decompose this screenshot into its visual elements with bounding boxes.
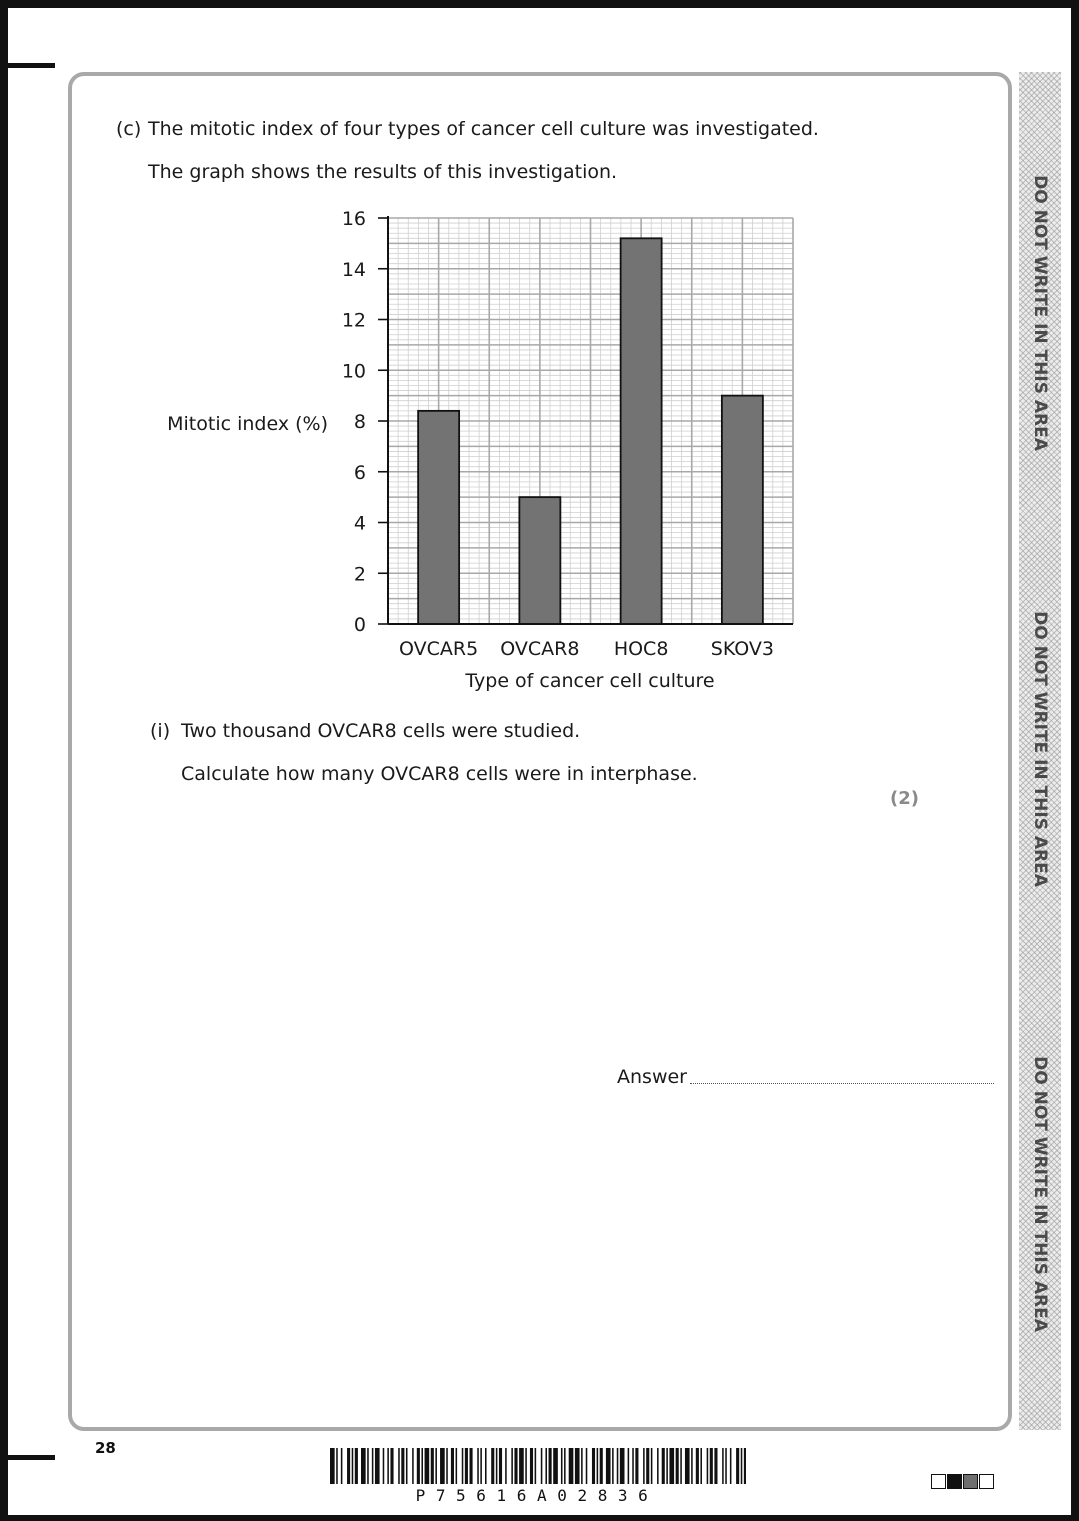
x-tick-label: HOC8 [613, 638, 669, 660]
printer-mark-1 [931, 1474, 946, 1489]
barcode-bar [635, 1448, 638, 1484]
barcode-bar [612, 1448, 614, 1484]
barcode-bar [499, 1448, 502, 1484]
barcode-bar [725, 1448, 727, 1484]
y-tick-label: 8 [353, 411, 366, 433]
barcode-bar [485, 1448, 487, 1484]
barcode-bar [714, 1448, 717, 1484]
barcode-bar [465, 1448, 468, 1484]
barcode-bar [367, 1448, 369, 1484]
barcode-bar [710, 1448, 713, 1484]
printer-mark-4 [979, 1474, 994, 1489]
barcode-bar [676, 1448, 679, 1484]
subquestion-text: Two thousand OVCAR8 cells were studied. [181, 720, 581, 742]
chart-y-ticks [342, 208, 388, 636]
y-tick-label: 2 [353, 563, 366, 586]
barcode-bar [669, 1448, 674, 1484]
barcode-bar [685, 1448, 690, 1484]
barcode-bar [651, 1448, 653, 1484]
barcode-bar [535, 1448, 537, 1484]
barcode-bar [722, 1448, 724, 1484]
barcode-bar [597, 1448, 599, 1484]
printer-mark-3 [963, 1474, 978, 1489]
barcode-bar [586, 1448, 588, 1484]
barcode-bar [662, 1448, 665, 1484]
barcode-bar [545, 1448, 547, 1484]
barcode-bar [575, 1448, 580, 1484]
y-tick-label: 6 [353, 461, 366, 484]
barcode-bar [643, 1448, 645, 1484]
barcode-bar [406, 1448, 408, 1484]
barcode-bar [383, 1448, 385, 1484]
mitotic-index-bar-chart [0, 0, 1079, 700]
barcode-bar [519, 1448, 524, 1484]
margin-warning-2: DO NOT WRITE IN THIS AREA [1030, 611, 1050, 887]
registration-mark-bottom [8, 1455, 55, 1460]
chart-x-ticks [399, 638, 774, 660]
barcode-bar [549, 1448, 552, 1484]
barcode-bar [401, 1448, 404, 1484]
y-tick-label: 16 [341, 208, 366, 230]
bar-ovcar5 [418, 411, 459, 624]
barcode-bar [646, 1448, 649, 1484]
y-tick-label: 4 [353, 512, 366, 535]
barcode-bar [412, 1448, 414, 1484]
barcode-bar [525, 1448, 527, 1484]
chart-x-axis-label: Type of cancer cell culture [465, 670, 715, 692]
barcode-bar [456, 1448, 458, 1484]
barcode-bar [341, 1448, 343, 1484]
barcode-bar [375, 1448, 380, 1484]
x-tick-label: SKOV3 [710, 638, 774, 660]
barcode-bar [431, 1448, 434, 1484]
barcode-bar [496, 1448, 498, 1484]
question-graph-intro: The graph shows the results of this investigation. [148, 161, 618, 183]
barcode-bar [511, 1448, 513, 1484]
barcode-bar [425, 1448, 430, 1484]
bar-skov3 [722, 396, 763, 624]
barcode-bar [730, 1448, 732, 1484]
margin-warning-3: DO NOT WRITE IN THIS AREA [1030, 1056, 1050, 1332]
barcode-bar [446, 1448, 448, 1484]
barcode-bar [696, 1448, 699, 1484]
barcode-bar [666, 1448, 668, 1484]
barcode-bar [541, 1448, 543, 1484]
barcode-bar [606, 1448, 611, 1484]
barcode-bar [417, 1448, 420, 1484]
subquestion-instruction: Calculate how many OVCAR8 cells were in interphase. [181, 763, 698, 785]
barcode-bar [744, 1448, 746, 1484]
barcode-bar [680, 1448, 682, 1484]
barcode-bar [553, 1448, 558, 1484]
x-tick-label: OVCAR8 [500, 638, 580, 660]
barcode-bar [336, 1448, 338, 1484]
barcode-bar [347, 1448, 350, 1484]
barcode-bar [352, 1448, 354, 1484]
barcode-bar [330, 1448, 335, 1484]
barcode-bar [361, 1448, 366, 1484]
barcode-bar [505, 1448, 507, 1484]
barcode-bar [530, 1448, 533, 1484]
y-tick-label: 12 [341, 309, 366, 332]
barcode-bar [355, 1448, 358, 1484]
printer-marks [931, 1474, 995, 1489]
barcode-bar [691, 1448, 693, 1484]
barcode-bar [421, 1448, 423, 1484]
barcode-bar [741, 1448, 743, 1484]
margin-warning-1: DO NOT WRITE IN THIS AREA [1030, 175, 1050, 451]
barcode-bar [480, 1448, 482, 1484]
barcode-bar [564, 1448, 566, 1484]
bar-hoc8 [621, 238, 662, 624]
barcode-bar [736, 1448, 739, 1484]
barcode-bar [592, 1448, 595, 1484]
barcode-bar [514, 1448, 517, 1484]
y-tick-label: 0 [353, 614, 366, 636]
barcode-bar [398, 1448, 400, 1484]
barcode-text: P75616A02836 [415, 1486, 659, 1505]
barcode-bar [440, 1448, 445, 1484]
question-intro: The mitotic index of four types of cancer cell culture was investigated. [148, 118, 819, 140]
answer-label: Answer [617, 1066, 687, 1088]
subquestion-label: (i) [150, 720, 171, 742]
barcode-bar [435, 1448, 437, 1484]
barcode-bar [451, 1448, 454, 1484]
barcode-bar [569, 1448, 574, 1484]
barcode-bar [470, 1448, 473, 1484]
marks-available: (2) [890, 788, 919, 809]
y-tick-label: 14 [341, 258, 366, 281]
bar-ovcar8 [519, 497, 560, 624]
barcode-bar [632, 1448, 634, 1484]
barcode [328, 1448, 746, 1484]
barcode-bar [600, 1448, 603, 1484]
barcode-bar [581, 1448, 583, 1484]
barcode-bar [620, 1448, 625, 1484]
barcode-bar [657, 1448, 659, 1484]
page-number: 28 [95, 1439, 116, 1457]
barcode-bar [387, 1448, 389, 1484]
page-frame-bottom [0, 1515, 1079, 1521]
barcode-bar [491, 1448, 494, 1484]
barcode-bar [462, 1448, 464, 1484]
chart-y-axis-label: Mitotic index (%) [167, 413, 328, 435]
printer-mark-2 [947, 1474, 962, 1489]
answer-input-line[interactable] [690, 1083, 994, 1084]
barcode-bar [390, 1448, 393, 1484]
barcode-bar [477, 1448, 479, 1484]
barcode-bar [628, 1448, 630, 1484]
question-part-label: (c) [116, 118, 142, 140]
barcode-bar [707, 1448, 709, 1484]
barcode-bar [561, 1448, 563, 1484]
barcode-bar [372, 1448, 374, 1484]
barcode-bar [617, 1448, 619, 1484]
barcode-bar [700, 1448, 702, 1484]
y-tick-label: 10 [341, 360, 366, 383]
x-tick-label: OVCAR5 [399, 638, 479, 660]
